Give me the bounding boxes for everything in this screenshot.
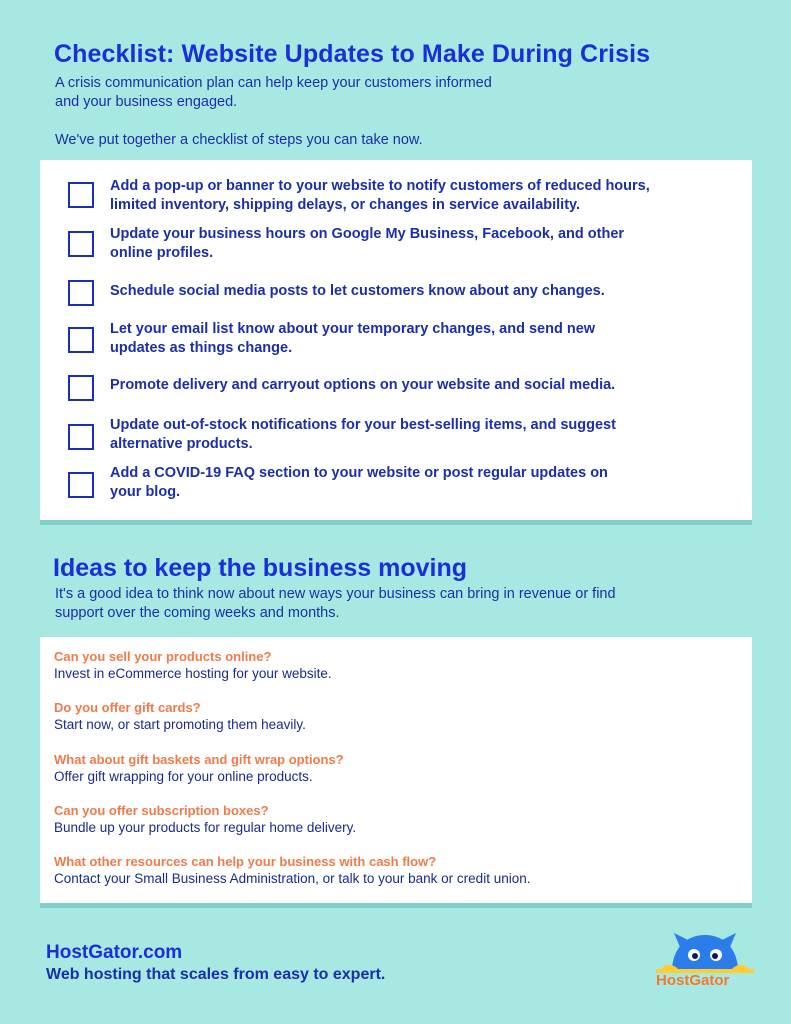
section-intro-line: support over the coming weeks and months. [55,605,340,621]
idea-item [54,751,734,786]
checklist-line: Let your email list know about your temporary changes, and send new [110,321,596,337]
checklist-text [110,416,734,454]
logo-text: HostGator [656,972,730,989]
checklist-line: Update your business hours on Google My Business, Facebook, and other [110,226,625,242]
checklist-line: updates as things change. [110,340,293,356]
idea-question: Can you sell your products online? [54,649,272,664]
checklist-line: Add a COVID-19 FAQ section to your website or post regular updates on [110,465,608,481]
checklist-line: alternative products. [110,436,253,452]
intro-line: We've put together a checklist of steps you can take now. [55,132,423,148]
checklist-line: Add a pop-up or banner to your website to notify customers of reduced hours, [110,178,650,194]
checklist-text [110,320,734,358]
checklist-text [110,376,734,395]
idea-answer: Contact your Small Business Administration, or talk to your bank or credit union. [54,871,531,886]
idea-answer: Invest in eCommerce hosting for your website. [54,666,332,681]
idea-answer: Start now, or start promoting them heavily. [54,717,306,732]
checkbox[interactable] [68,231,94,257]
brand-link[interactable]: HostGator.com [46,942,183,963]
checklist-line: online profiles. [110,245,214,261]
checkbox[interactable] [68,375,94,401]
checkbox[interactable] [68,280,94,306]
idea-question: Do you offer gift cards? [54,700,201,715]
checkbox[interactable] [68,472,94,498]
section-title: Ideas to keep the business moving [53,554,468,582]
checkbox[interactable] [68,182,94,208]
ideas-card [40,637,752,903]
checklist-line: limited inventory, shipping delays, or changes in service availability. [110,197,581,213]
checkbox[interactable] [68,424,94,450]
checkbox[interactable] [68,327,94,353]
checklist-line: Update out-of-stock notifications for your best-selling items, and suggest [110,417,616,433]
idea-answer: Bundle up your products for regular home delivery. [54,820,357,835]
section-intro [55,585,735,623]
checklist-line: your blog. [110,484,181,500]
idea-item [54,699,734,734]
checklist-text [110,177,734,215]
idea-item [54,802,734,837]
intro [55,74,615,150]
checklist-line: Schedule social media posts to let customers know about any changes. [110,283,605,299]
page-title: Checklist: Website Updates to Make During Crisis [54,40,651,68]
checklist-text [110,225,734,263]
checklist-text [110,282,734,301]
idea-question: Can you offer subscription boxes? [54,803,269,818]
checklist-card [40,160,752,520]
idea-item [54,648,734,683]
checklist-text [110,464,734,502]
idea-question: What other resources can help your business with cash flow? [54,854,437,869]
intro-line: and your business engaged. [55,94,238,110]
idea-question: What about gift baskets and gift wrap options? [54,752,344,767]
section-intro-line: It's a good idea to think now about new ways your business can bring in revenue or find [55,586,616,602]
checklist-line: Promote delivery and carryout options on your website and social media. [110,377,616,393]
idea-answer: Offer gift wrapping for your online products. [54,769,313,784]
tagline: Web hosting that scales from easy to expert. [46,966,386,983]
idea-item [54,853,734,888]
intro-line: A crisis communication plan can help keep your customers informed [55,75,492,91]
